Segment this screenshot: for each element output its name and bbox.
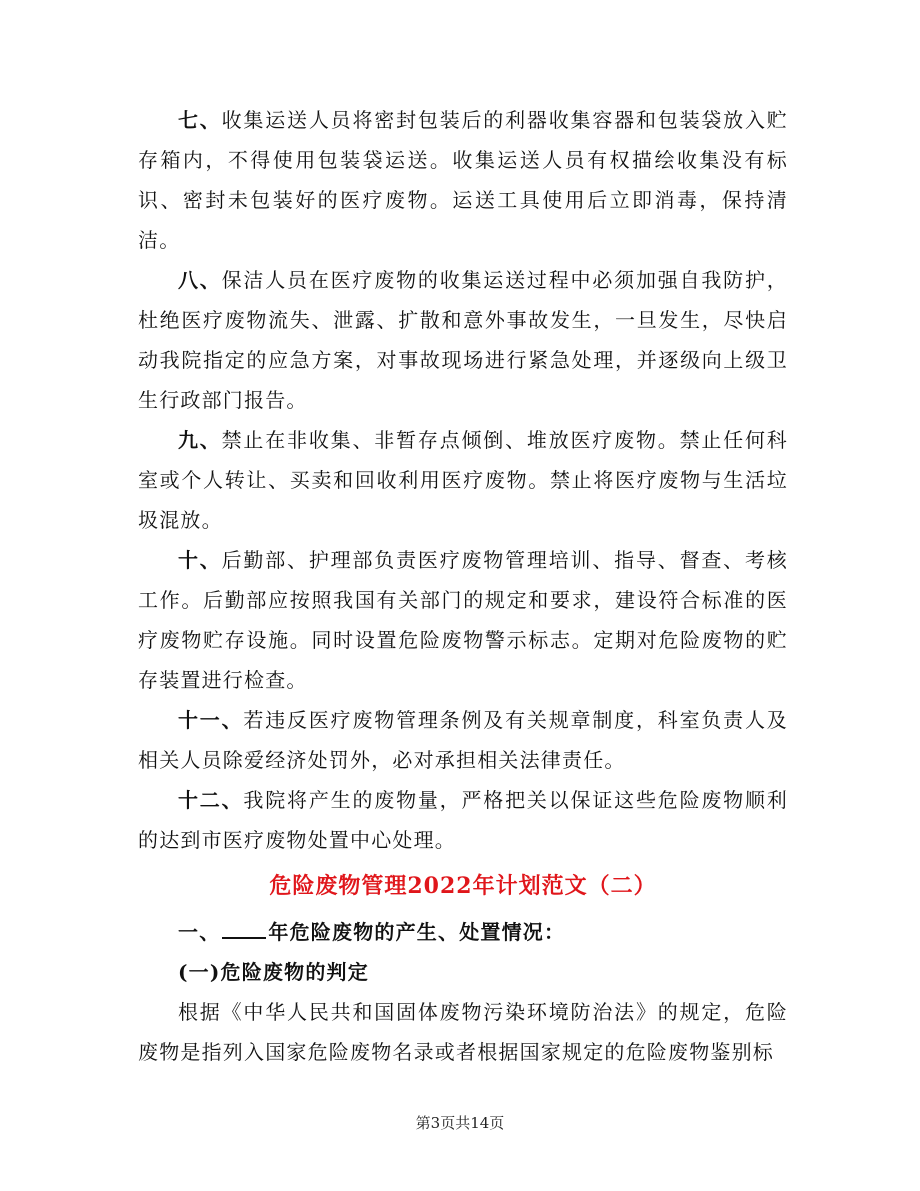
paragraph-text: 禁止在非收集、非暂存点倾倒、堆放医疗废物。禁止任何科室或个人转让、买卖和回收利用医疗废物。禁止将医疗废物与生活垃圾混放。 (138, 428, 789, 532)
paragraph-10 (138, 540, 788, 700)
year-blank (222, 919, 266, 939)
paragraph-text: 后勤部、护理部负责医疗废物管理培训、指导、督查、考核工作。后勤部应按照我国有关部门的规定和要求，建设符合标准的医疗废物贮存设施。同时设置危险废物警示标志。定期对危险废物的贮存装置进行检查。 (138, 548, 789, 692)
paragraph-lead: 十二、 (178, 788, 244, 812)
paragraph-text: 保洁人员在医疗废物的收集运送过程中必须加强自我防护，杜绝医疗废物流失、泄露、扩散和意外事故发生，一旦发生，尽快启动我院指定的应急方案，对事故现场进行紧急处理，并逐级向上级卫生行政部门报告。 (138, 268, 789, 412)
paragraph-text: 若违反医疗废物管理条例及有关规章制度，科室负责人及相关人员除爱经济处罚外，必对承担相关法律责任。 (138, 708, 788, 772)
heading-level-1 (138, 912, 788, 952)
paragraph-12 (138, 780, 788, 860)
paragraph-text: 收集运送人员将密封包装后的利器收集容器和包装袋放入贮存箱内，不得使用包装袋运送。收集运送人员有权描绘收集没有标识、密封未包装好的医疗废物。运送工具使用后立即消毒，保持清洁。 (138, 108, 789, 252)
paragraph-7 (138, 100, 788, 260)
document-page (138, 100, 788, 1072)
paragraph-definition: 根据《中华人民共和国固体废物污染环境防治法》的规定，危险废物是指列入国家危险废物名录或者根据国家规定的危险废物鉴别标 (138, 1000, 788, 1064)
heading-level-2: (一)危险废物的判定 (178, 960, 369, 984)
paragraph-lead: 九、 (178, 428, 222, 452)
heading-prefix: 一、 (178, 920, 221, 944)
paragraph-8 (138, 260, 788, 420)
paragraph-9 (138, 420, 788, 540)
paragraph-11 (138, 700, 788, 780)
paragraph-lead: 七、 (178, 108, 222, 132)
paragraph-lead: 八、 (178, 268, 222, 292)
paragraph-text: 我院将产生的废物量，严格把关以保证这些危险废物顺利的达到市医疗废物处置中心处理。 (138, 788, 788, 852)
paragraph-lead: 十一、 (178, 708, 244, 732)
heading-suffix: 年危险废物的产生、处置情况： (268, 920, 566, 944)
section-title: 危险废物管理2022年计划范文（二） (269, 873, 657, 899)
page-number-footer: 第3页共14页 (415, 1114, 505, 1132)
paragraph-lead: 十、 (178, 548, 222, 572)
